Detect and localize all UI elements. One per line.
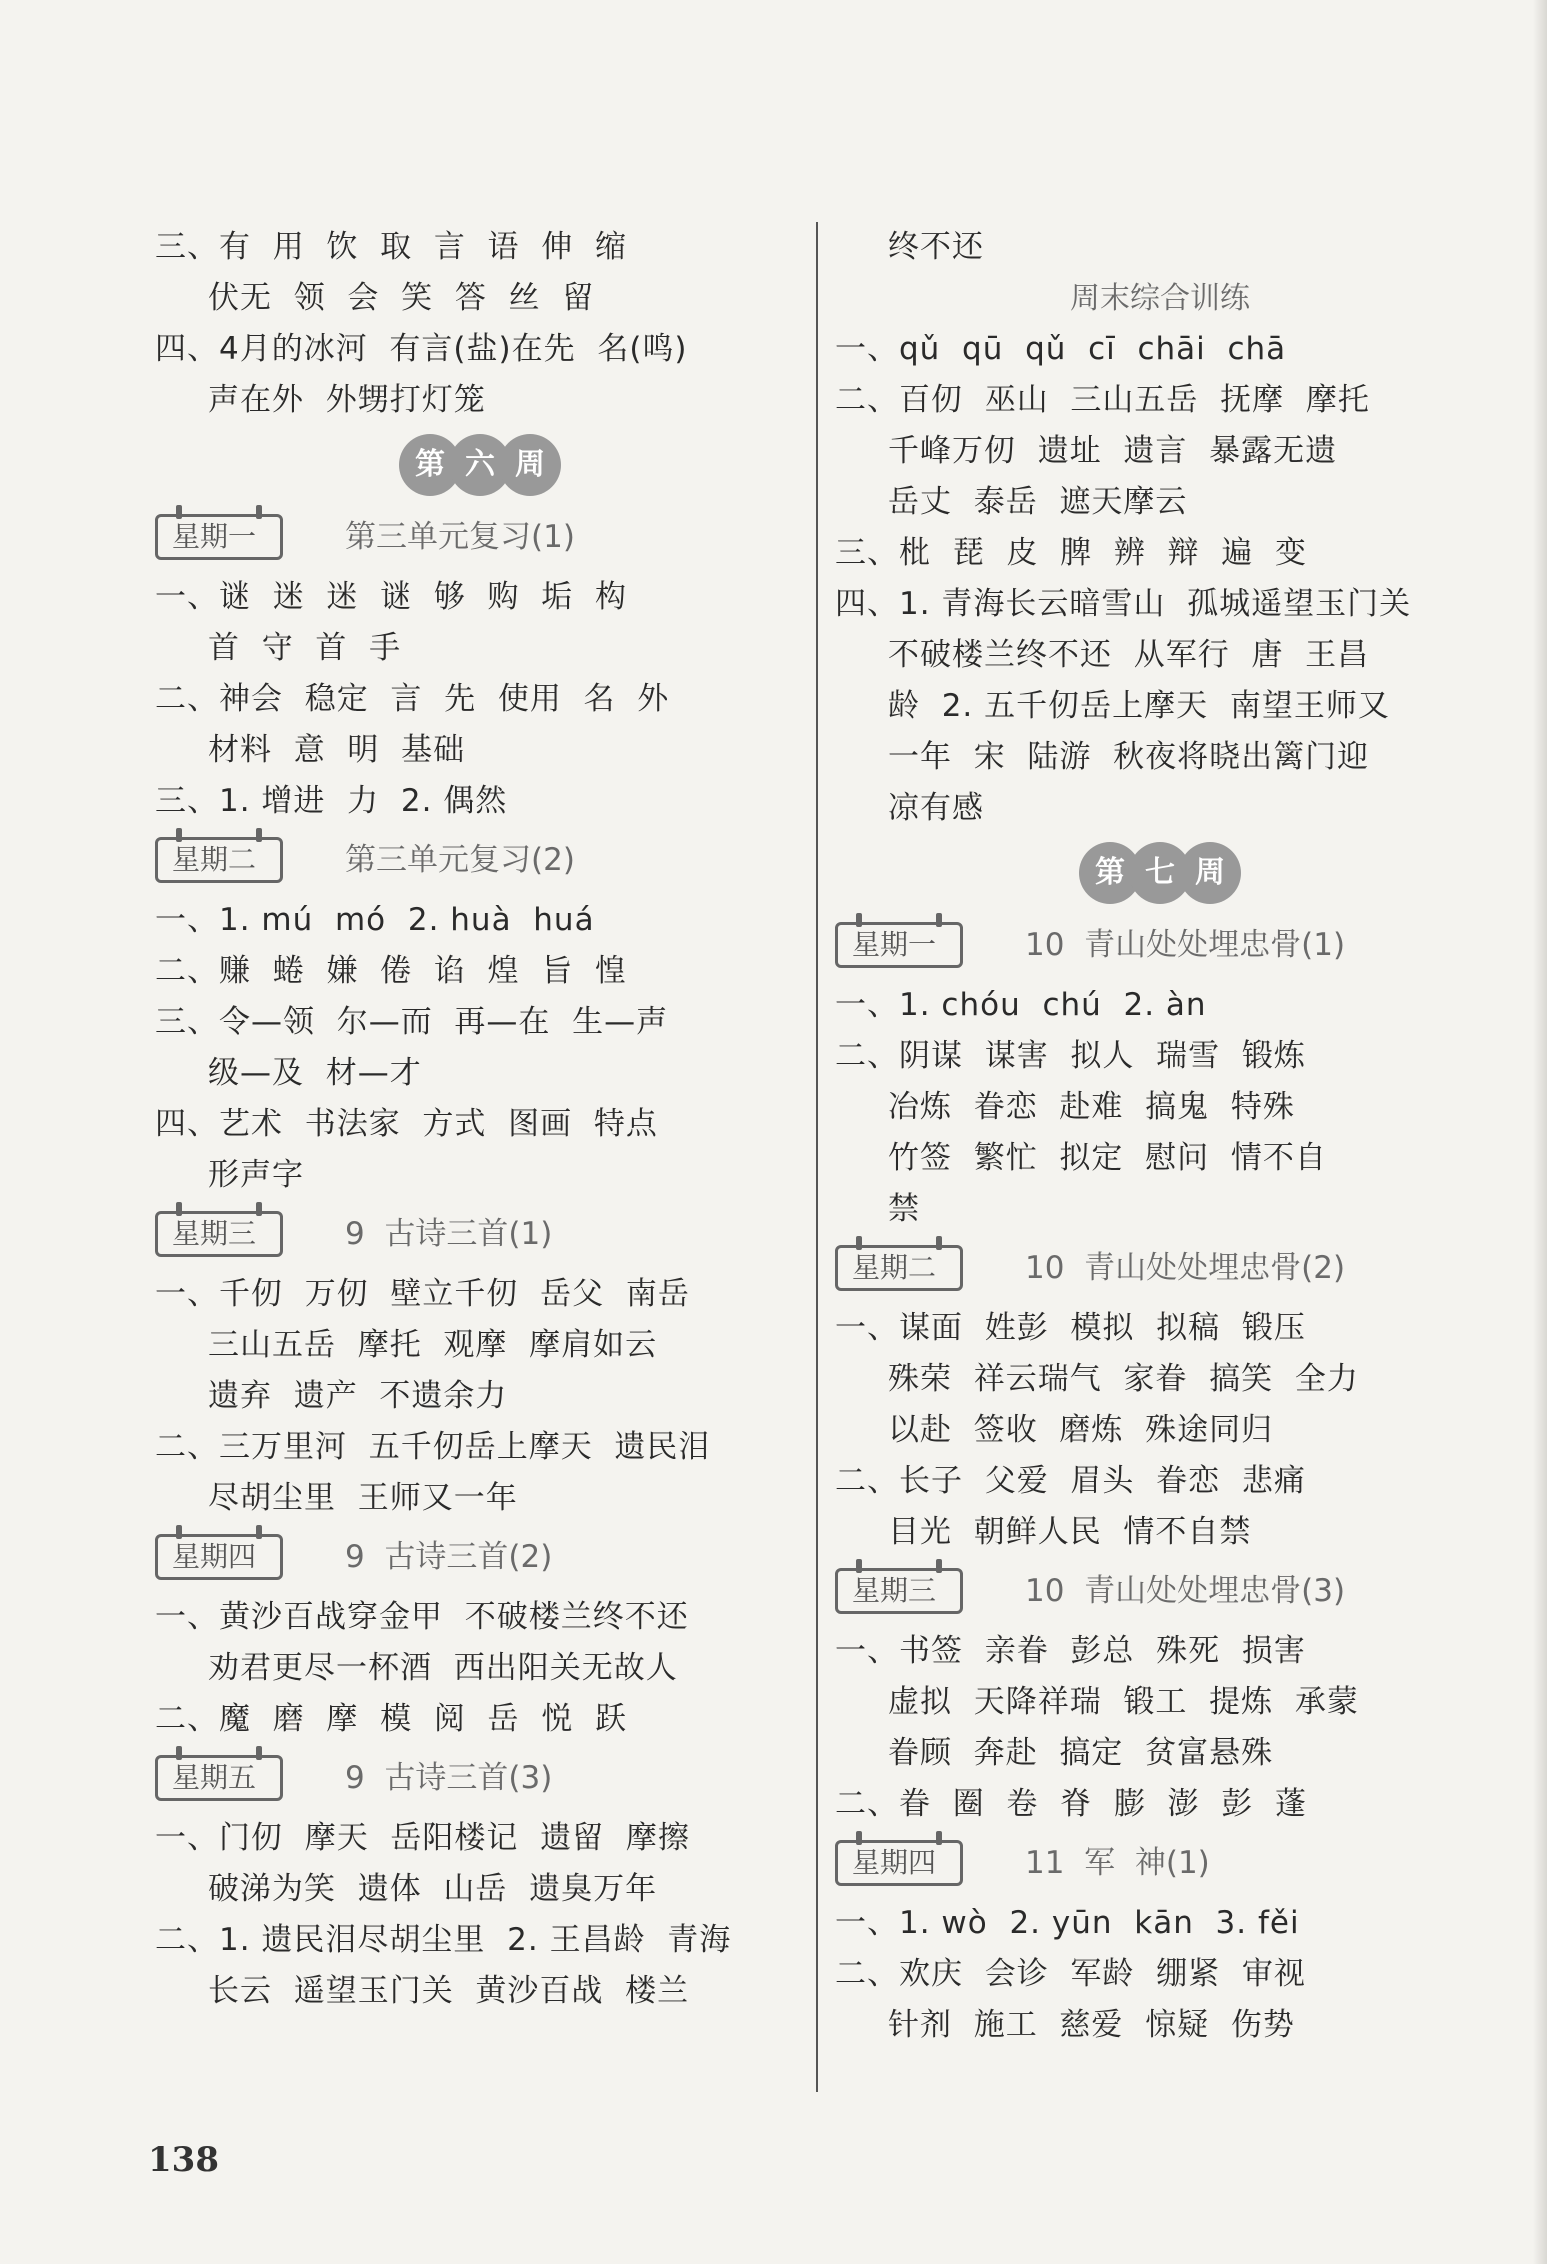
weekday-tag: 星期四: [155, 1534, 283, 1580]
week-badge-char: 周: [1179, 842, 1241, 904]
weekday-tag: 星期四: [835, 1840, 963, 1886]
answer-line: 声在外 外甥打灯笼: [208, 382, 486, 418]
answer-line: 三山五岳 摩托 观摩 摩肩如云: [208, 1327, 658, 1363]
week-badge-char: 周: [499, 434, 561, 496]
answer-line: 二、百仞 巫山 三山五岳 抚摩 摩托: [835, 382, 1370, 418]
answer-line: 不破楼兰终不还 从军行 唐 王昌: [888, 637, 1370, 673]
day-header: [155, 508, 805, 568]
answer-line: 龄 2. 五千仞岳上摩天 南望王师又: [888, 688, 1390, 724]
lesson-title: 10 青山处处埋忠骨(3): [1025, 1573, 1346, 1609]
answer-line: 二、阴谋 谋害 拟人 瑞雪 锻炼: [835, 1038, 1306, 1074]
answer-line: 一、谋面 姓彭 模拟 拟稿 锻压: [835, 1310, 1306, 1346]
answer-line: 一、门仞 摩天 岳阳楼记 遗留 摩擦: [155, 1820, 690, 1856]
answer-line: 遗弃 遗产 不遗余力: [208, 1378, 508, 1414]
day-header: [155, 1528, 805, 1588]
answer-line: 一、千仞 万仞 壁立千仞 岳父 南岳: [155, 1276, 690, 1312]
answer-line: 殊荣 祥云瑞气 家眷 搞笑 全力: [888, 1361, 1359, 1397]
lesson-title: 9 古诗三首(1): [345, 1216, 553, 1252]
week-badge-char: 六: [449, 434, 511, 496]
lesson-title: 10 青山处处埋忠骨(2): [1025, 1250, 1346, 1286]
answer-line: 针剂 施工 慈爱 惊疑 伤势: [888, 2007, 1295, 2043]
page-number: 138: [148, 2140, 219, 2180]
week-badge: [155, 434, 805, 500]
answer-line: 二、神会 稳定 言 先 使用 名 外: [155, 681, 670, 717]
answer-line: 二、欢庆 会诊 军龄 绷紧 审视: [835, 1956, 1306, 1992]
day-header: [155, 1749, 805, 1809]
answer-line: 虚拟 天降祥瑞 锻工 提炼 承蒙: [888, 1684, 1359, 1720]
week-badge: [835, 842, 1485, 908]
answer-line: 二、长子 父爱 眉头 眷恋 悲痛: [835, 1463, 1306, 1499]
answer-line: 尽胡尘里 王师又一年: [208, 1480, 518, 1516]
lesson-title: 9 古诗三首(2): [345, 1539, 553, 1575]
answer-line: 四、艺术 书法家 方式 图画 特点: [155, 1106, 658, 1142]
answer-line: 一、书签 亲眷 彭总 殊死 损害: [835, 1633, 1306, 1669]
answer-line: 一年 宋 陆游 秋夜将晓出篱门迎: [888, 739, 1370, 775]
week-badge-char: 第: [399, 434, 461, 496]
weekday-tag: 星期二: [835, 1245, 963, 1291]
answer-line: 二、1. 遗民泪尽胡尘里 2. 王昌龄 青海: [155, 1922, 732, 1958]
answer-line: 眷顾 奔赴 搞定 贫富悬殊: [888, 1735, 1274, 1771]
weekday-tag: 星期一: [835, 922, 963, 968]
answer-line: 岳丈 泰岳 遮天摩云: [888, 484, 1188, 520]
answer-line: 一、1. wò 2. yūn kān 3. fěi: [835, 1905, 1300, 1941]
week-badge-char: 第: [1079, 842, 1141, 904]
day-header: [835, 1562, 1485, 1622]
answer-line: 材料 意 明 基础: [208, 732, 466, 768]
page-edge: [1533, 0, 1547, 2264]
answer-line: 终不还: [888, 229, 984, 265]
answer-line: 二、三万里河 五千仞岳上摩天 遗民泪: [155, 1429, 711, 1465]
day-header: [835, 1834, 1485, 1894]
answer-line: 一、1. chóu chú 2. àn: [835, 987, 1207, 1023]
left-column: [155, 222, 805, 2017]
answer-line: 禁: [888, 1191, 920, 1227]
answer-line: 破涕为笑 遗体 山岳 遗臭万年: [208, 1871, 658, 1907]
answer-line: 一、1. mú mó 2. huà huá: [155, 902, 595, 938]
answer-line: 劝君更尽一杯酒 西出阳关无故人: [208, 1650, 678, 1686]
weekday-tag: 星期五: [155, 1755, 283, 1801]
answer-line: 一、谜 迷 迷 谜 够 购 垢 构: [155, 579, 627, 615]
answer-line: 形声字: [208, 1157, 304, 1193]
day-header: [835, 1239, 1485, 1299]
weekday-tag: 星期一: [155, 514, 283, 560]
column-divider: [816, 222, 818, 2092]
answer-line: 三、有 用 饮 取 言 语 伸 缩: [155, 229, 627, 265]
answer-line: 竹签 繁忙 拟定 慰问 情不自: [888, 1140, 1327, 1176]
lesson-title: 第三单元复习(1): [345, 519, 575, 555]
answer-line: 二、魔 磨 摩 模 阅 岳 悦 跃: [155, 1701, 627, 1737]
day-header: [155, 831, 805, 891]
lesson-title: 第三单元复习(2): [345, 842, 575, 878]
answer-line: 一、黄沙百战穿金甲 不破楼兰终不还: [155, 1599, 689, 1635]
answer-line: 长云 遥望玉门关 黄沙百战 楼兰: [208, 1973, 690, 2009]
weekday-tag: 星期二: [155, 837, 283, 883]
weekday-tag: 星期三: [835, 1568, 963, 1614]
lesson-title: 10 青山处处埋忠骨(1): [1025, 927, 1346, 963]
answer-line: 目光 朝鲜人民 情不自禁: [888, 1514, 1252, 1550]
answer-line: 四、1. 青海长云暗雪山 孤城遥望玉门关: [835, 586, 1412, 622]
answer-line: 二、眷 圈 卷 脊 膨 澎 彭 蓬: [835, 1786, 1307, 1822]
answer-line: 伏无 领 会 笑 答 丝 留: [208, 280, 595, 316]
weekday-tag: 星期三: [155, 1211, 283, 1257]
answer-line: 冶炼 眷恋 赴难 搞鬼 特殊: [888, 1089, 1295, 1125]
answer-line: 级—及 材—才: [208, 1055, 422, 1091]
lesson-title: 11 军 神(1): [1025, 1845, 1210, 1881]
section-title: 周末综合训练: [1070, 281, 1250, 316]
day-header: [155, 1205, 805, 1265]
answer-line: 凉有感: [888, 790, 984, 826]
answer-line: 四、4月的冰河 有言(盐)在先 名(鸣): [155, 331, 688, 367]
answer-line: 三、枇 琵 皮 脾 辨 辩 遍 变: [835, 535, 1307, 571]
answer-line: 一、qǔ qū qǔ cī chāi chā: [835, 331, 1287, 367]
answer-line: 千峰万仞 遗址 遗言 暴露无遗: [888, 433, 1338, 469]
answer-line: 以赴 签收 磨炼 殊途同归: [888, 1412, 1274, 1448]
day-header: [835, 916, 1485, 976]
right-column: [835, 222, 1485, 2051]
lesson-title: 9 古诗三首(3): [345, 1760, 553, 1796]
answer-line: 首 守 首 手: [208, 630, 402, 666]
answer-line: 三、1. 增进 力 2. 偶然: [155, 783, 508, 819]
answer-line: 二、赚 蜷 嫌 倦 谄 煌 旨 惶: [155, 953, 627, 989]
answer-line: 三、令—领 尔—而 再—在 生—声: [155, 1004, 669, 1040]
week-badge-char: 七: [1129, 842, 1191, 904]
